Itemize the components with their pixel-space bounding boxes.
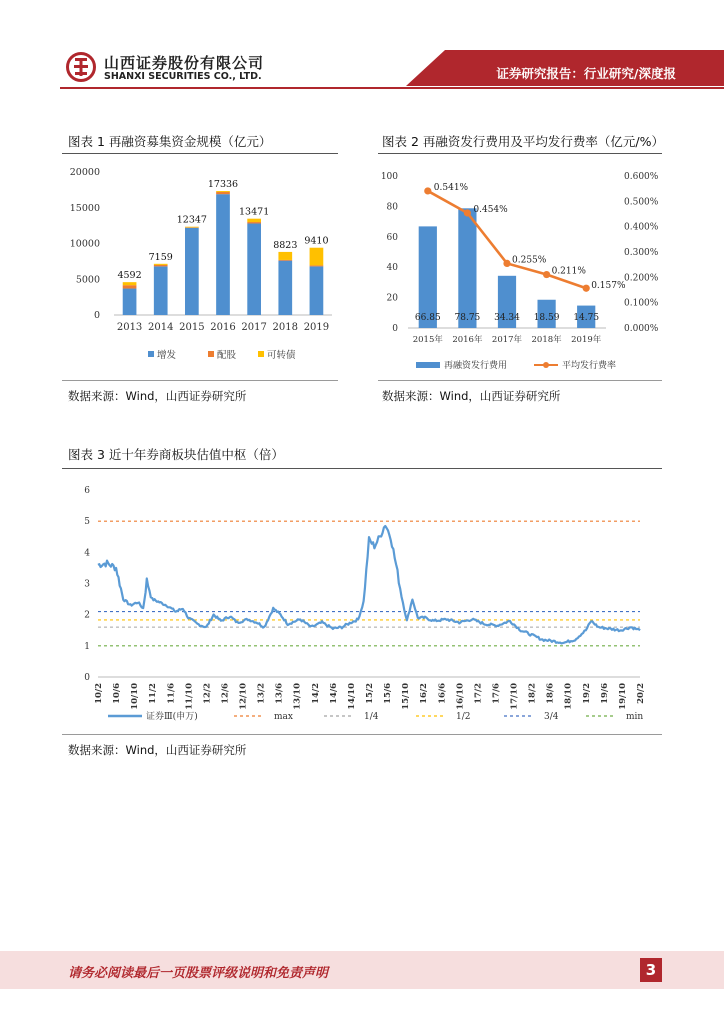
figure1-bottom-rule [62,380,338,381]
chart2-y-left-tick: 60 [386,232,398,243]
chart3-x-tick: 11/6 [166,683,177,704]
chart3-x-tick: 12/6 [220,683,231,704]
figure1-chart [62,158,342,378]
chart3-legend-label: 证券Ⅲ(申万) [146,712,198,722]
chart3-x-tick: 11/2 [148,683,159,704]
chart3-x-tick: 17/6 [491,683,502,704]
chart1-bar-配股 [310,265,324,266]
chart2-x-tick: 2018年 [531,335,562,345]
chart1-total-label: 12347 [176,214,207,226]
chart3-x-tick: 15/6 [383,683,394,704]
chart2-y-right-tick: 0.500% [624,197,659,208]
chart2-rate-label: 0.541% [433,182,469,193]
chart1-total-label: 4592 [117,270,142,282]
chart3-x-tick: 18/6 [545,683,556,704]
chart1-bar-增发 [185,228,199,315]
chart1-bar-配股 [154,265,168,266]
chart3-x-tick: 10/6 [112,683,123,704]
chart2-bar-label: 18.59 [533,313,560,323]
footer-disclaimer: 请务必阅读最后一页股票评级说明和免责声明 [68,966,329,981]
chart3-x-tick: 12/10 [238,683,249,710]
chart1-total-label: 13471 [239,206,270,218]
chart2-rate-label: 0.157% [591,281,626,292]
chart3-x-tick: 13/2 [256,683,267,704]
chart1-y-tick: 15000 [69,202,100,214]
chart1-y-tick: 5000 [75,274,100,286]
chart1-bar-可转债 [123,282,137,285]
chart3-series-line [98,526,640,643]
chart3-x-tick: 15/10 [401,683,412,710]
chart3-y-tick: 0 [84,673,90,683]
chart2-legend-marker [543,362,549,368]
figure3-source: 数据来源：Wind，山西证券研究所 [68,743,247,757]
chart3-x-tick: 10/2 [94,683,104,704]
chart2-bar-label: 34.34 [494,313,520,323]
chart1-x-tick: 2018 [272,322,299,333]
chart2-y-right-tick: 0.100% [624,298,659,309]
chart3-x-tick: 18/10 [563,683,574,710]
chart1-x-tick: 2019 [303,322,330,333]
figure3-bottom-rule [62,734,662,735]
chart3-y-tick: 4 [84,548,90,559]
chart2-rate-label: 0.255% [512,255,547,266]
chart2-rate-point [424,187,431,194]
chart1-bar-增发 [123,289,137,315]
chart3-legend-label: min [626,712,644,722]
chart3-legend-label: 3/4 [544,712,559,722]
chart3-x-tick: 14/10 [346,683,357,710]
chart2-y-left-tick: 80 [386,202,398,213]
chart2-y-right-tick: 0.000% [624,324,659,334]
figure1-top-rule [62,153,338,154]
chart2-rate-label: 0.454% [473,204,508,215]
chart1-bar-配股 [247,222,261,223]
chart2-y-right-tick: 0.200% [624,273,659,284]
chart2-x-tick: 2016年 [452,335,483,345]
figure3-title: 图表 3 近十年券商板块估值中枢（倍） [68,447,284,462]
report-type: 证券研究报告：行业研究/深度报 [496,66,676,81]
chart3-x-tick: 16/10 [455,683,466,710]
chart3-x-tick: 20/2 [636,683,646,704]
chart2-y-left-tick: 100 [380,172,398,182]
chart3-x-tick: 18/2 [527,683,538,704]
chart1-bar-增发 [216,194,230,315]
chart2-y-right-tick: 0.600% [624,172,659,182]
chart1-bar-配股 [123,285,137,288]
company-name-cn: 山西证券股份有限公司 [104,54,265,72]
chart1-total-label: 9410 [304,235,329,247]
chart2-bar-label: 14.75 [573,313,600,323]
chart3-x-tick: 12/2 [202,683,213,704]
chart3-legend-label: 1/2 [456,712,471,722]
company-name-en: SHANXI SECURITIES CO., LTD. [104,71,262,82]
chart3-y-tick: 1 [84,641,90,652]
chart1-bar-可转债 [247,219,261,222]
figure1-title: 图表 1 再融资募集资金规模（亿元） [68,134,272,149]
chart3-y-tick: 5 [84,517,90,528]
chart1-legend-label: 增发 [157,350,177,361]
chart1-bar-配股 [216,192,230,194]
chart1-legend-swatch [148,351,154,357]
chart2-rate-point [464,209,471,216]
chart1-x-tick: 2016 [210,322,236,333]
chart2-y-right-tick: 0.300% [624,248,659,258]
chart1-bar-增发 [154,266,168,315]
chart3-legend-label: max [274,712,293,722]
chart1-x-tick: 2017 [241,322,267,333]
chart3-legend-label: 1/4 [364,712,379,722]
chart2-x-tick: 2019年 [571,335,602,345]
figure3-top-rule [62,468,662,469]
chart2-y-left-tick: 0 [392,324,398,334]
chart1-bar-可转债 [278,252,292,260]
chart2-y-right-tick: 0.400% [624,222,659,233]
chart2-legend-label: 再融资发行费用 [444,361,508,371]
chart1-x-tick: 2015 [179,322,205,333]
page-number: 3 [640,958,662,982]
chart1-x-tick: 2013 [116,322,143,333]
chart3-y-tick: 6 [84,486,90,496]
chart1-bar-可转债 [154,264,168,265]
chart2-legend-label: 平均发行费率 [562,361,617,371]
chart2-rate-point [543,271,550,278]
chart3-x-tick: 15/2 [365,683,375,704]
chart1-bar-配股 [278,260,292,261]
chart2-x-tick: 2017年 [491,335,523,345]
chart1-total-label: 8823 [273,239,298,251]
chart1-bar-增发 [310,266,324,315]
company-logo-icon [66,52,96,82]
chart3-x-tick: 17/2 [473,683,484,704]
chart3-x-tick: 14/2 [310,683,321,704]
chart1-legend-swatch [258,351,264,357]
figure2-title: 图表 2 再融资发行费用及平均发行费率（亿元/%） [382,134,664,149]
chart2-rate-point [503,260,510,267]
chart3-y-tick: 3 [84,579,90,590]
chart2-bar [458,208,476,328]
chart1-bar-可转债 [185,227,199,228]
figure1-source: 数据来源：Wind，山西证券研究所 [68,389,247,403]
figure2-bottom-rule [378,380,662,381]
chart1-legend-swatch [208,351,214,357]
figure2-source: 数据来源：Wind，山西证券研究所 [382,389,561,403]
chart2-y-left-tick: 20 [386,293,398,304]
chart1-total-label: 17336 [207,179,239,191]
chart3-x-tick: 13/10 [292,683,303,710]
chart2-bar-label: 78.75 [454,313,481,323]
chart1-y-tick: 10000 [69,238,100,250]
chart3-x-tick: 14/6 [328,683,339,704]
chart2-bar-label: 66.85 [414,313,441,323]
figure2-chart [378,158,664,378]
chart1-bar-增发 [278,261,292,315]
chart1-bar-可转债 [216,191,230,192]
chart1-x-tick: 2014 [147,322,174,333]
chart3-x-tick: 16/6 [437,683,448,704]
chart1-bar-增发 [247,223,261,315]
chart1-legend-label: 可转债 [267,350,296,361]
chart1-total-label: 7159 [148,251,173,263]
figure2-top-rule [378,153,662,154]
chart1-y-tick: 20000 [69,167,100,178]
chart2-y-left-tick: 40 [386,263,398,274]
chart3-x-tick: 19/6 [599,683,610,704]
chart3-x-tick: 19/2 [581,683,592,704]
chart2-rate-label: 0.211% [551,266,586,277]
chart1-y-tick: 0 [93,310,100,321]
chart3-x-tick: 16/2 [419,683,430,704]
chart2-x-tick: 2015年 [412,335,443,345]
page-footer [0,951,724,989]
chart3-y-tick: 2 [84,610,90,621]
page-header [0,0,724,92]
chart1-legend-label: 配股 [217,350,237,361]
chart3-x-tick: 10/10 [130,683,141,710]
chart3-x-tick: 13/6 [274,683,285,704]
chart2-rate-point [583,285,590,292]
chart3-x-tick: 11/10 [184,683,195,710]
chart3-x-tick: 19/10 [617,683,628,710]
figure3-chart [62,474,662,730]
chart1-bar-可转债 [310,248,324,266]
chart2-legend-swatch-bars [416,362,440,368]
chart3-x-tick: 17/10 [509,683,520,710]
